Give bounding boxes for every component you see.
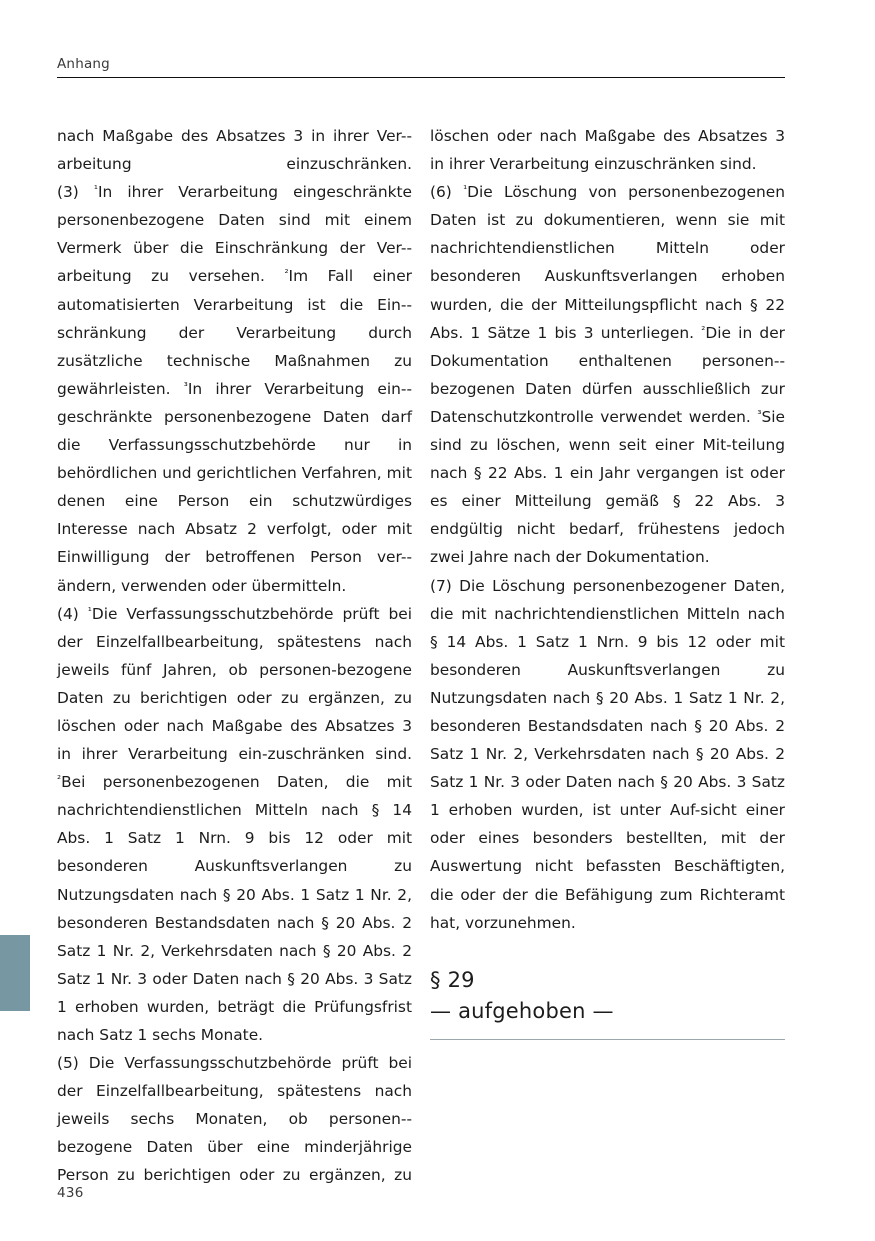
running-head	[57, 55, 785, 78]
paragraph: (7) Die Löschung personenbezogener Daten, die mit nachrichtendienstlichen Mitteln nach § 14 Abs. 1 Satz 1 Nrn. 9 bis 12 oder mit besonderen Auskunftsverlangen zu Nutzungsdaten nach § 20 Abs. 1 Satz 1 Nr. 2, besonderen Bestandsdaten nach § 20 Abs. 2 Satz 1 Nr. 2, Verkehrsdaten nach § 20 Abs. 2 Satz 1 Nr. 3 oder Daten nach § 20 Abs. 3 Satz 1 erhoben wurden, ist unter Auf-sicht einer oder eines besonders bestellten, mit der Auswertung nicht befassten Beschäftigten, die oder der die Befähigung zum Richteramt hat, vorzunehmen.	[430, 576, 785, 932]
section-number: § 29	[430, 967, 475, 992]
running-head-label: Anhang	[57, 56, 110, 72]
thumb-index-tab	[0, 935, 30, 1011]
paragraph: (5) Die Verfassungsschutzbehörde prüft bei der Einzelfallbearbeitung, spätestens nach jeweils sechs Monaten, ob personen-bezogene Daten über eine minderjährige Person zu berichtigen oder zu ergänzen, zu	[57, 1054, 412, 1185]
section-heading	[430, 965, 785, 1040]
section-rule	[430, 1039, 785, 1040]
header-rule	[57, 77, 785, 78]
section-status: — aufgehoben —	[430, 998, 614, 1023]
paragraph: (6) $^{^1}$Die Löschung von personenbezogenen Daten ist zu dokumentieren, wenn sie mit nachrichtendienstlichen Mitteln oder besonderen Auskunftsverlangen erhoben wurden, die der Mitteilungspflicht nach § 22 Abs. 1 Sätze 1 bis 3 unterliegen. $^{^2}$Die in der Dokumentation enthaltenen personen-bezogenen Daten dürfen ausschließlich zur Datenschutzkontrolle verwendet werden. $^{^3}$Sie sind zu löschen, wenn seit einer Mit-teilung nach § 22 Abs. 1 ein Jahr vergangen ist oder es einer Mitteilung gemäß § 22 Abs. 3 endgültig nicht bedarf, frühestens jedoch zwei Jahre nach der Dokumentation.	[430, 183, 785, 567]
body-columns	[57, 122, 785, 1190]
paragraph: (3) $^{^1}$In ihrer Verarbeitung eingeschränkte personenbezogene Daten sind mit einem Vermerk über die Einschränkung der Ver-arbeitung zu versehen. $^{^2}$Im Fall einer automatisierten Verarbeitung ist die Ein-schränkung der Verarbeitung durch zusätzliche technische Maßnahmen zu gewährleisten. $^{^3}$In ihrer Verarbeitung ein-geschränkte personenbezogene Daten darf die Verfassungsschutzbehörde nur in behördlichen und gerichtlichen Verfahren, mit denen eine Person ein schutzwürdiges Interesse nach Absatz 2 verfolgt, oder mit Einwilligung der betroffenen Person ver-ändern, verwenden oder übermitteln.	[57, 183, 412, 595]
column-right	[430, 122, 785, 1190]
page-number: 436	[57, 1185, 84, 1201]
paragraph: löschen oder nach Maßgabe des Absatzes 3 in ihrer Verarbeitung einzuschränken sind.	[430, 127, 785, 174]
column-left	[57, 122, 412, 1190]
paragraph: nach Maßgabe des Absatzes 3 in ihrer Ver-arbeitung einzuschränken.	[57, 127, 412, 174]
paragraph: (4) $^{^1}$Die Verfassungsschutzbehörde prüft bei der Einzelfallbearbeitung, spätestens nach jeweils fünf Jahren, ob personen-bezogene Daten zu berichtigen oder zu ergänzen, zu löschen oder nach Maßgabe des Absatzes 3 in ihrer Verarbeitung ein-zuschränken sind. $^{^2}$Bei personenbezogenen Daten, die mit nachrichtendienstlichen Mitteln nach § 14 Abs. 1 Satz 1 Nrn. 9 bis 12 oder mit besonderen Auskunftsverlangen zu Nutzungsdaten nach § 20 Abs. 1 Satz 1 Nr. 2, besonderen Bestandsdaten nach § 20 Abs. 2 Satz 1 Nr. 2, Verkehrsdaten nach § 20 Abs. 2 Satz 1 Nr. 3 oder Daten nach § 20 Abs. 3 Satz 1 erhoben wurden, beträgt die Prüfungsfrist nach Satz 1 sechs Monate.	[57, 604, 412, 1044]
